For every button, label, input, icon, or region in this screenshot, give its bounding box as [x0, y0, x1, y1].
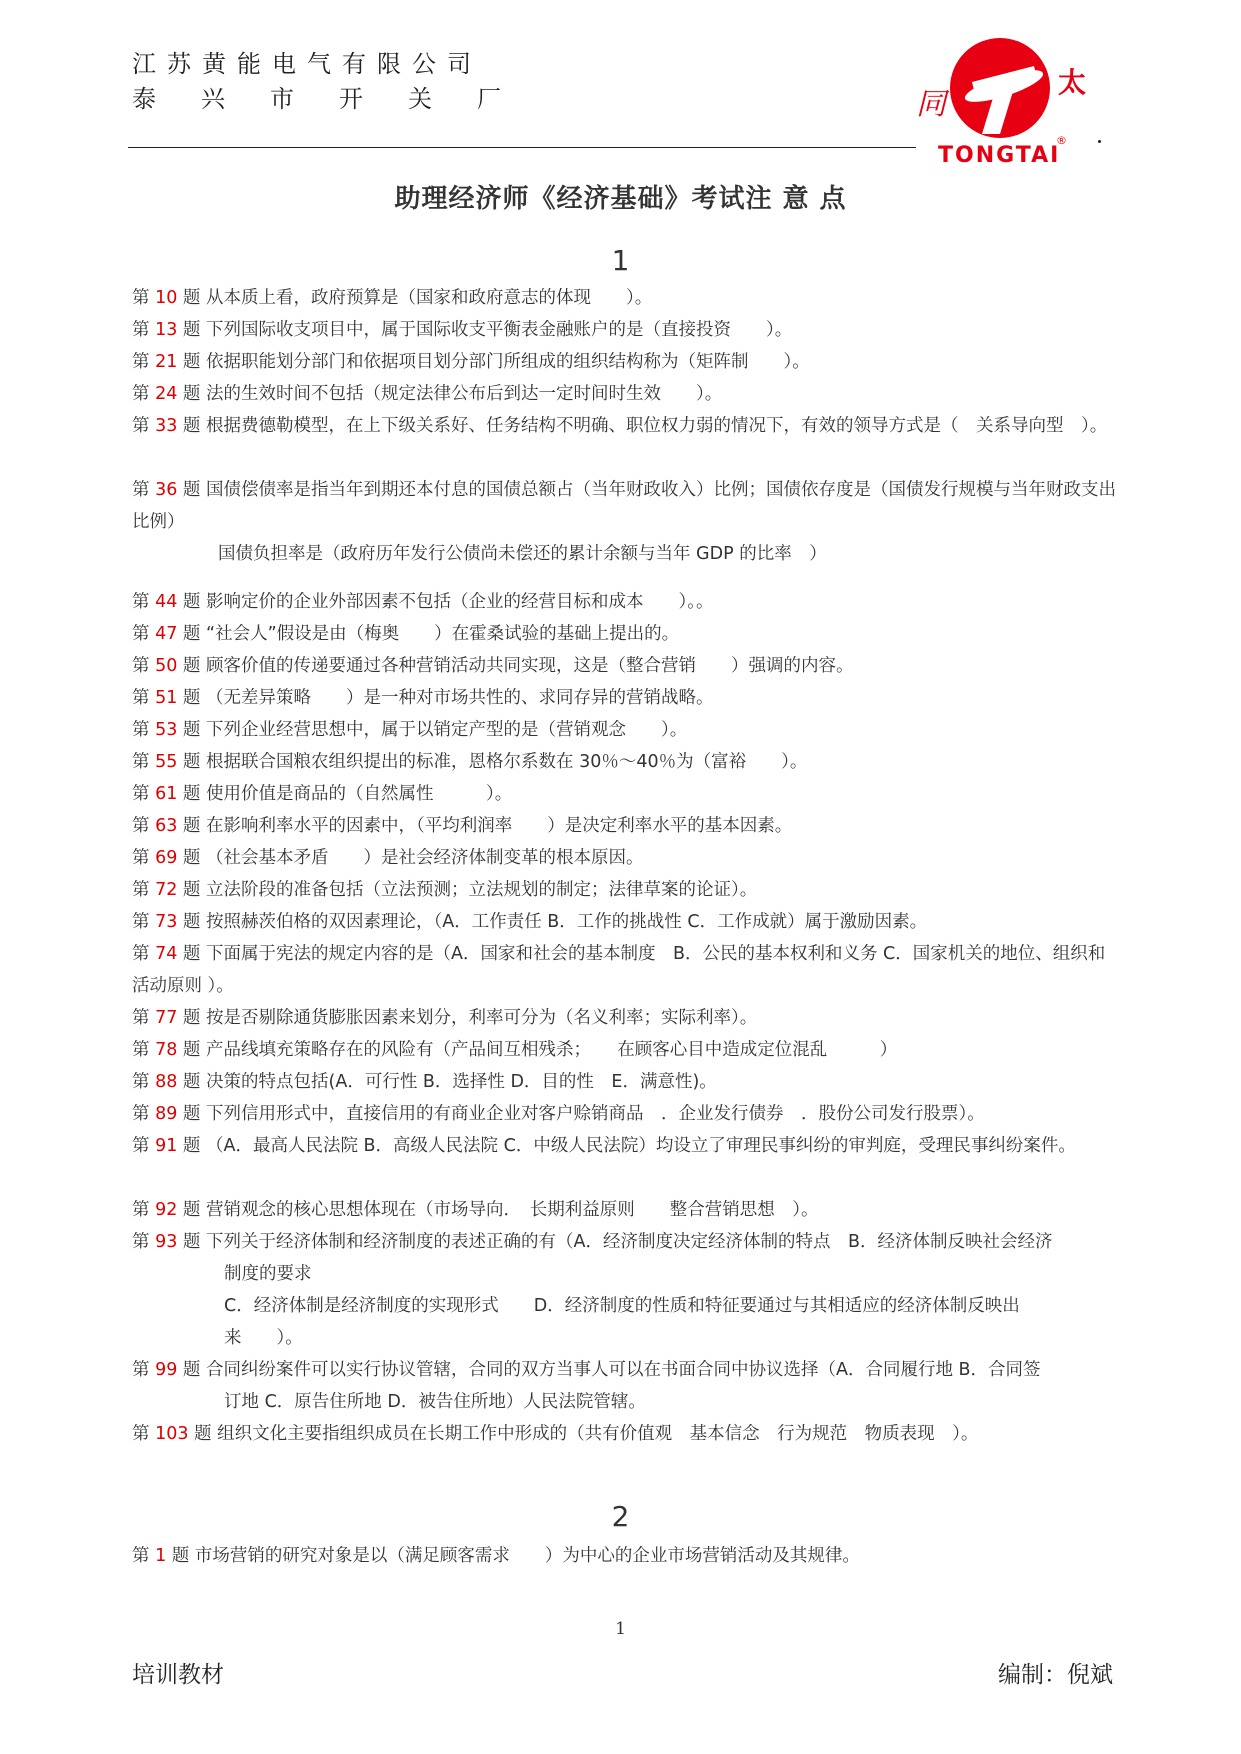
- question-number: 74: [155, 944, 178, 964]
- question-text: （社会基本矛盾 ）是社会经济体制变革的根本原因。: [206, 848, 644, 868]
- question-suffix: 题: [177, 1008, 201, 1028]
- question-suffix: 题: [177, 592, 201, 612]
- question-suffix: 题: [177, 720, 201, 740]
- question-text: 根据联合国粮农组织提出的标准，恩格尔系数在 30％～40％为（富裕 ）。: [206, 752, 808, 772]
- question-suffix: 题: [177, 1360, 201, 1380]
- question-suffix: 题: [177, 1072, 201, 1092]
- question-number: 72: [155, 880, 178, 900]
- question-text: 根据费德勒模型，在上下级关系好、任务结构不明确、职位权力弱的情况下，有效的领导方式是（ 关系导向型 ）。: [206, 416, 1108, 436]
- question-prefix: 第: [132, 288, 156, 308]
- section-number: 1: [611, 244, 630, 277]
- question-prefix: 第: [132, 1008, 156, 1028]
- question-item: [132, 746, 1120, 778]
- question-item: [132, 906, 1120, 938]
- question-item: [132, 1226, 1120, 1354]
- question-text: 从本质上看，政府预算是（国家和政府意志的体现 ）。: [206, 288, 653, 308]
- question-text: “社会人”假设是由（梅奥 ）在霍桑试验的基础上提出的。: [206, 624, 680, 644]
- question-number: 88: [155, 1072, 178, 1092]
- question-text-continued: 订地 C．原告住所地 D．被告住所地）人民法院管辖。: [224, 1392, 646, 1412]
- question-number: 53: [155, 720, 178, 740]
- question-text: 立法阶段的准备包括（立法预测；立法规划的制定；法律草案的论证）。: [206, 880, 758, 900]
- question-prefix: 第: [132, 1232, 156, 1252]
- question-item: [132, 874, 1120, 906]
- question-number: 77: [155, 1008, 178, 1028]
- question-text: 市场营销的研究对象是以（满足顾客需求 ）为中心的企业市场营销活动及其规律。: [194, 1546, 860, 1566]
- header-divider: [128, 147, 916, 148]
- question-text: 按照赫茨伯格的双因素理论，（A．工作责任 B．工作的挑战性 C．工作成就）属于激励因素。: [206, 912, 928, 932]
- question-item: [132, 410, 1120, 442]
- footer-label-left: 培训教材: [132, 1662, 224, 1688]
- question-number: 103: [155, 1424, 189, 1444]
- logo-brand-text: TONGTAI: [938, 143, 1061, 168]
- question-suffix: 题: [177, 784, 201, 804]
- question-item: [132, 714, 1120, 746]
- question-prefix: 第: [132, 592, 156, 612]
- question-text: 依据职能划分部门和依据项目划分部门所组成的组织结构称为（矩阵制 ）。: [206, 352, 810, 372]
- question-item: [132, 282, 1120, 314]
- question-item: [132, 1540, 1120, 1572]
- question-suffix: 题: [188, 1424, 212, 1444]
- question-text: 组织文化主要指组织成员在长期工作中形成的（共有价值观 基本信念 行为规范 物质表现 ）。: [217, 1424, 979, 1444]
- question-suffix: 题: [177, 384, 201, 404]
- question-item: [132, 1194, 1120, 1226]
- question-prefix: 第: [132, 480, 156, 500]
- question-suffix: 题: [177, 1200, 201, 1220]
- page-number: 1: [615, 1619, 626, 1639]
- question-prefix: 第: [132, 656, 156, 676]
- question-suffix: 题: [166, 1546, 190, 1566]
- question-number: 10: [155, 288, 178, 308]
- question-prefix: 第: [132, 1040, 156, 1060]
- question-prefix: 第: [132, 1200, 156, 1220]
- question-text: 影响定价的企业外部因素不包括（企业的经营目标和成本 ）。。: [206, 592, 714, 612]
- question-prefix: 第: [132, 624, 156, 644]
- header-dot: [1098, 140, 1101, 143]
- question-number: 78: [155, 1040, 178, 1060]
- question-number: 47: [155, 624, 178, 644]
- question-number: 51: [155, 688, 178, 708]
- question-prefix: 第: [132, 816, 156, 836]
- question-text: 使用价值是商品的（自然属性 ）。: [206, 784, 513, 804]
- question-item: [132, 682, 1120, 714]
- question-text: 下列国际收支项目中，属于国际收支平衡表金融账户的是（直接投资 ）。: [206, 320, 793, 340]
- question-text: 按是否剔除通货膨胀因素来划分，利率可分为（名义利率；实际利率）。: [206, 1008, 758, 1028]
- question-item: [132, 1354, 1120, 1418]
- question-item: [132, 778, 1120, 810]
- question-prefix: 第: [132, 1072, 156, 1092]
- question-text: 下列信用形式中，直接信用的有商业企业对客户赊销商品 ．企业发行债券 ．股份公司发行股票）。: [206, 1104, 985, 1124]
- logo-registered-mark: ®: [1056, 134, 1067, 147]
- question-prefix: 第: [132, 1424, 156, 1444]
- question-suffix: 题: [177, 656, 201, 676]
- question-prefix: 第: [132, 848, 156, 868]
- question-suffix: 题: [177, 752, 201, 772]
- question-suffix: 题: [177, 1104, 201, 1124]
- question-text: 决策的特点包括(A．可行性 B．选择性 D．目的性 E．满意性)。: [206, 1072, 717, 1092]
- question-text: （A．最高人民法院 B．高级人民法院 C．中级人民法院）均设立了审理民事纠纷的审判庭，受理民事纠纷案件。: [206, 1136, 1076, 1156]
- question-number: 50: [155, 656, 178, 676]
- company-name-line1: 江苏黄能电气有限公司: [132, 50, 482, 78]
- question-suffix: 题: [177, 416, 201, 436]
- question-number: 55: [155, 752, 178, 772]
- logo-left-char: 同: [916, 87, 946, 122]
- question-suffix: 题: [177, 944, 201, 964]
- question-suffix: 题: [177, 624, 201, 644]
- question-suffix: 题: [177, 880, 201, 900]
- question-text: （无差异策略 ）是一种对市场共性的、求同存异的营销战略。: [206, 688, 714, 708]
- question-number: 89: [155, 1104, 178, 1124]
- question-suffix: 题: [177, 848, 201, 868]
- question-text-continued: C．经济体制是经济制度的实现形式 D．经济制度的性质和特征要通过与其相适应的经济体制反映出: [224, 1296, 1020, 1316]
- question-item: [132, 650, 1120, 682]
- question-text-continued: 制度的要求: [224, 1264, 312, 1284]
- question-number: 61: [155, 784, 178, 804]
- question-item: [132, 1066, 1120, 1098]
- question-number: 69: [155, 848, 178, 868]
- question-suffix: 题: [177, 288, 201, 308]
- question-suffix: 题: [177, 816, 201, 836]
- question-item: [132, 938, 1120, 1002]
- company-name-line2: 泰兴市开关厂: [132, 85, 546, 113]
- tongtai-logo: [908, 30, 1103, 170]
- section-number: 2: [611, 1500, 630, 1533]
- question-number: 33: [155, 416, 178, 436]
- question-number: 24: [155, 384, 178, 404]
- question-text: 国债偿债率是指当年到期还本付息的国债总额占（当年财政收入）比例；国债依存度是（国债发行规模与当年财政支出比例）: [132, 480, 1117, 532]
- question-number: 92: [155, 1200, 178, 1220]
- question-extra-line: 国债负担率是（政府历年发行公债尚未偿还的累计余额与当年 GDP 的比率 ）: [218, 544, 827, 564]
- question-text: 顾客价值的传递要通过各种营销活动共同实现，这是（整合营销 ）强调的内容。: [206, 656, 854, 676]
- question-number: 93: [155, 1232, 178, 1252]
- question-suffix: 题: [177, 1232, 201, 1252]
- question-item: [132, 842, 1120, 874]
- question-suffix: 题: [177, 1136, 201, 1156]
- question-item: [132, 1130, 1120, 1162]
- question-prefix: 第: [132, 944, 156, 964]
- question-prefix: 第: [132, 1360, 156, 1380]
- question-item: [132, 1098, 1120, 1130]
- question-prefix: 第: [132, 416, 156, 436]
- question-suffix: 题: [177, 688, 201, 708]
- page-title: 助理经济师《经济基础》考试注 意 点: [394, 184, 847, 214]
- question-suffix: 题: [177, 480, 201, 500]
- question-text: 产品线填充策略存在的风险有（产品间互相残杀； 在顾客心目中造成定位混乱 ）: [206, 1040, 898, 1060]
- question-suffix: 题: [177, 320, 201, 340]
- question-item: [132, 474, 1120, 570]
- question-text: 营销观念的核心思想体现在（市场导向． 长期利益原则 整合营销思想 ）。: [206, 1200, 819, 1220]
- question-number: 63: [155, 816, 178, 836]
- question-text: 在影响利率水平的因素中，（平均利润率 ）是决定利率水平的基本因素。: [206, 816, 793, 836]
- question-prefix: 第: [132, 1546, 156, 1566]
- question-prefix: 第: [132, 752, 156, 772]
- question-number: 36: [155, 480, 178, 500]
- question-item: [132, 346, 1120, 378]
- question-prefix: 第: [132, 320, 156, 340]
- question-prefix: 第: [132, 912, 156, 932]
- question-prefix: 第: [132, 1104, 156, 1124]
- question-prefix: 第: [132, 784, 156, 804]
- question-number: 73: [155, 912, 178, 932]
- question-suffix: 题: [177, 1040, 201, 1060]
- question-item: [132, 378, 1120, 410]
- question-item: [132, 314, 1120, 346]
- question-item: [132, 1034, 1120, 1066]
- logo-right-char: 太: [1058, 66, 1087, 99]
- question-number: 44: [155, 592, 178, 612]
- question-text: 合同纠纷案件可以实行协议管辖，合同的双方当事人可以在书面合同中协议选择（A．合同履行地 B．合同签: [206, 1360, 1041, 1380]
- question-number: 21: [155, 352, 178, 372]
- question-prefix: 第: [132, 352, 156, 372]
- question-item: [132, 618, 1120, 650]
- question-prefix: 第: [132, 688, 156, 708]
- question-prefix: 第: [132, 384, 156, 404]
- question-suffix: 题: [177, 352, 201, 372]
- question-prefix: 第: [132, 880, 156, 900]
- question-text: 下面属于宪法的规定内容的是（A．国家和社会的基本制度 B．公民的基本权利和义务 C．国家机关的地位、组织和活动原则 ）。: [132, 944, 1106, 996]
- question-text: 法的生效时间不包括（规定法律公布后到达一定时间时生效 ）。: [206, 384, 723, 404]
- question-number: 91: [155, 1136, 178, 1156]
- question-text: 下列企业经营思想中，属于以销定产型的是（营销观念 ）。: [206, 720, 688, 740]
- question-prefix: 第: [132, 720, 156, 740]
- question-item: [132, 1418, 1120, 1450]
- question-number: 99: [155, 1360, 178, 1380]
- question-number: 13: [155, 320, 178, 340]
- question-text: 下列关于经济体制和经济制度的表述正确的有（A．经济制度决定经济体制的特点 B．经济体制反映社会经济: [206, 1232, 1053, 1252]
- question-item: [132, 1002, 1120, 1034]
- question-number: 1: [155, 1546, 167, 1566]
- question-item: [132, 586, 1120, 618]
- question-prefix: 第: [132, 1136, 156, 1156]
- footer-author: 编制：倪斌: [998, 1662, 1113, 1688]
- question-suffix: 题: [177, 912, 201, 932]
- question-item: [132, 810, 1120, 842]
- question-text-continued: 来 ）。: [224, 1328, 303, 1348]
